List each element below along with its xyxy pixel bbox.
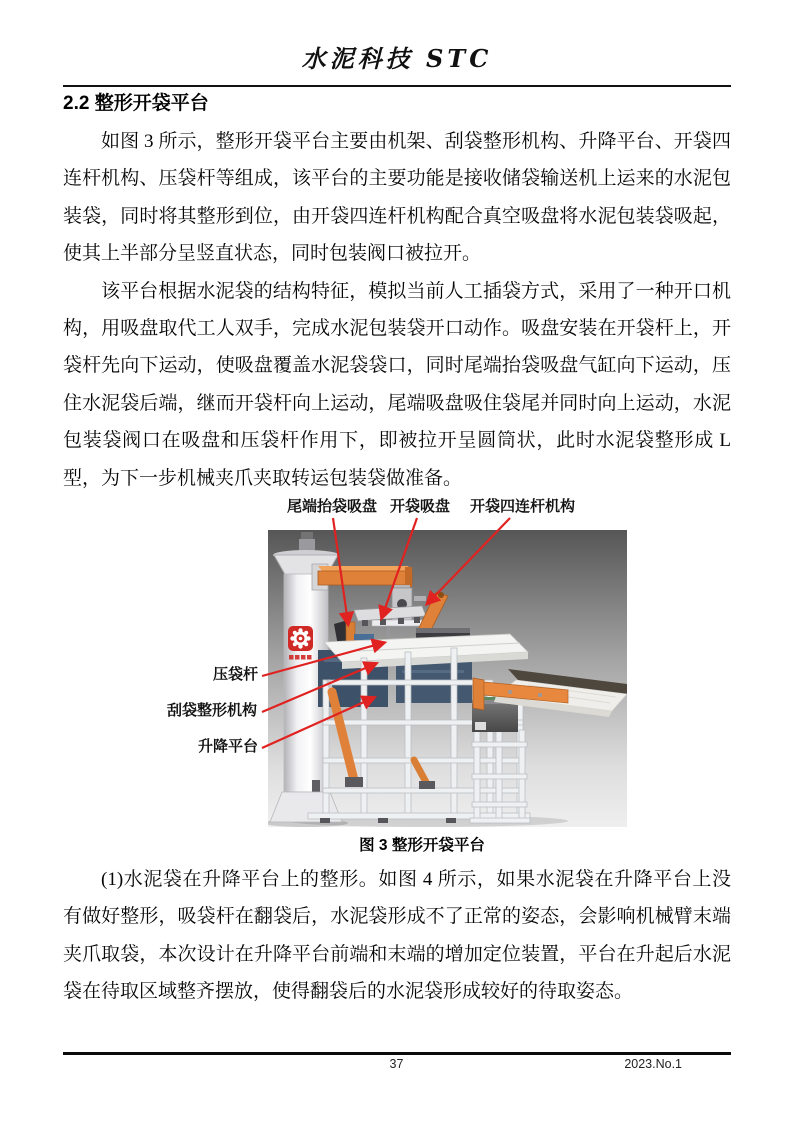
machine-render	[268, 530, 627, 827]
journal-header-title: 水泥科技 STC	[301, 44, 493, 73]
body-paragraph-3: (1)水泥袋在升降平台上的整形。如图 4 所示，如果水泥袋在升降平台上没有做好整形，吸袋杆在翻袋后，水泥袋形成不了正常的姿态，会影响机械臂末端夹爪取袋，本次设计在升降平台前端和末端的增加定位装置，平台在升起后水泥袋在待取区域整齐摆放，使得翻袋后的水泥袋形成较好的待取姿态。	[63, 869, 731, 1003]
body-paragraph-1: 如图 3 所示，整形开袋平台主要由机架、刮袋整形机构、升降平台、开袋四连杆机构、压袋杆等组成，该平台的主要功能是接收储袋输送机上运来的水泥包装袋，同时将其整形到位，由开袋四连杆机构配合真空吸盘将水泥包装袋吸起，使其上半部分呈竖直状态，同时包装阀口被拉开。	[63, 131, 731, 265]
page-number: 37	[389, 1057, 404, 1071]
figure-label-scraper-mechanism: 刮袋整形机构	[167, 702, 258, 720]
body-paragraph-2: 该平台根据水泥袋的结构特征，模拟当前人工插袋方式，采用了一种开口机构，用吸盘取代工人双手，完成水泥包装袋开口动作。吸盘安装在开袋杆上，开袋杆先向下运动，使吸盘覆盖水泥袋袋口，同时尾端抬袋吸盘气缸向下运动，压住水泥袋后端，继而开袋杆向上运动，尾端吸盘吸住袋尾并同时向上运动，水泥包装袋阀口在吸盘和压袋杆作用下，即被拉开呈圆筒状，此时水泥袋整形成 L 型，为下一步机械夹爪夹取转运包装袋做准备。	[63, 280, 731, 489]
discharge-stand	[470, 730, 530, 823]
figure-label-four-bar-linkage: 开袋四连杆机构	[470, 498, 576, 516]
figure-label-tail-lift-suction: 尾端抬袋吸盘	[287, 498, 378, 516]
section-heading: 2.2 整形开袋平台	[63, 93, 209, 114]
figure-label-opening-suction: 开袋吸盘	[390, 498, 451, 516]
machine-illustration	[268, 530, 627, 827]
figure-label-lift-platform: 升降平台	[198, 738, 259, 756]
figure-label-bag-press-rod: 压袋杆	[213, 666, 259, 684]
figure-caption: 图 3 整形开袋平台	[359, 837, 485, 855]
issue-number: 2023.No.1	[624, 1057, 682, 1071]
page-footer	[0, 1052, 793, 1075]
figure-3	[63, 497, 731, 830]
header-rule	[63, 85, 731, 87]
